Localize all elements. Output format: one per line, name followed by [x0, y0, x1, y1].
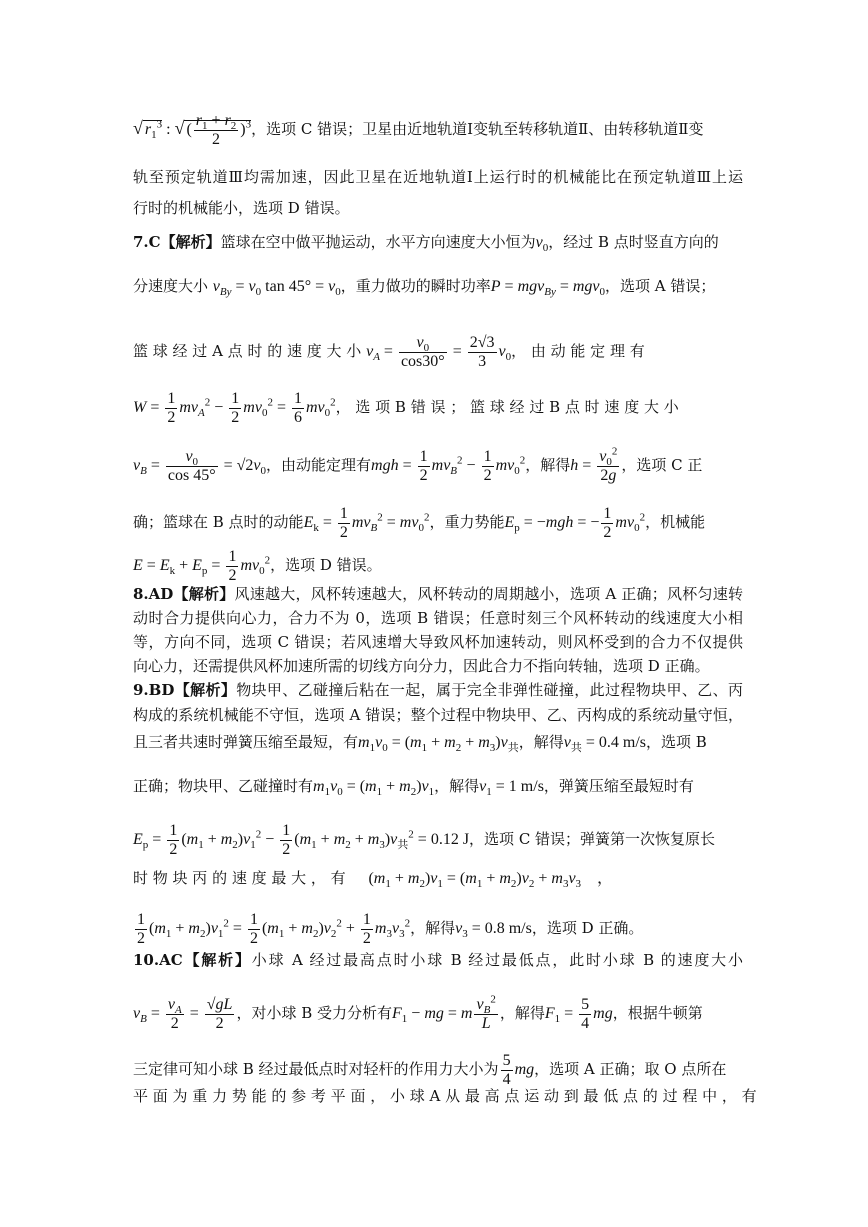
text-line	[133, 276, 743, 297]
text-span: ，解得	[525, 456, 571, 475]
text-line: 构成的系统机械能不守恒，选项 A 错误；整个过程中物块甲、乙、丙构成的系统动量守恒，	[133, 706, 743, 724]
text-line	[133, 911, 743, 948]
text-span: ，弹簧压缩至最短时有	[543, 777, 694, 795]
formula: h = $\frac{v_0^2}{2g}$	[570, 445, 618, 484]
text-span: 确；篮球在 B 点时的动能	[133, 513, 304, 532]
text-line	[133, 868, 743, 889]
value-v3: 0.8 m/s	[484, 920, 532, 938]
text-span: ，机械能	[645, 513, 706, 532]
answer-label: 9.BD【解析】	[133, 681, 237, 699]
text-span: ， 由 动 能 定 理 有	[511, 342, 645, 361]
text-span: ，选项 C 错误；卫星由近地轨道Ⅰ变轨至转移轨道Ⅱ、由转移轨道Ⅱ变	[251, 120, 704, 139]
formula: $F_1$ − mg = m $\frac{v_B^2}{L}$	[392, 993, 496, 1032]
text-line	[133, 390, 743, 427]
formula: $m_1v_0 = (m_1 + m_2)v_1$	[313, 778, 435, 799]
answer-label: 10.AC【解析】	[133, 951, 252, 969]
text-line	[133, 584, 743, 604]
formula-orbit-ratio: √ $r_1^3$ : √ ( $\frac{r_1 + r_2}{2}$ )$^3$	[133, 112, 252, 148]
answer-label: 8.AD【解析】	[133, 585, 235, 603]
text-span: ，重力势能	[429, 513, 505, 532]
text-line	[133, 548, 743, 585]
text-span: 篮球在空中做平抛运动，水平方向速度大小恒为	[220, 233, 536, 251]
text-line	[133, 1052, 743, 1089]
text-span: ，选项 B	[646, 733, 707, 751]
text-line: 动时合力提供向心力，合力不为 0，选项 B 错误；任意时刻三个风杯转动的线速度大小相	[133, 609, 743, 627]
text-line: 等，方向不同，选项 C 错误；若风速增大导致风杯加速转动，则风杯受到的合力不仅提供	[133, 633, 743, 651]
text-line: 轨至预定轨道Ⅲ均需加速，因此卫星在近地轨道Ⅰ上运行时的机械能比在预定轨道Ⅲ上运	[133, 168, 743, 186]
formula: mgh = $\frac{1}{2}$ $mv_B^2$ − $\frac{1}{2}$ $mv_0^2$	[371, 448, 526, 484]
formula-energy: $\frac{1}{2}$ $(m_1 + m_2)v_1^2$ = $\frac{1}{2}$ $(m_1 + m_2)v_2^2$ + $\frac{1}{2}$ $m_3v_3^2$	[137, 911, 411, 947]
text-span: 篮 球 经 过 A 点 时 的 速 度 大 小	[133, 342, 362, 361]
text-span: ，解得	[410, 919, 456, 938]
text-span: 三定律可知小球 B 经过最低点时对轻杆的作用力大小为	[133, 1060, 499, 1079]
text-line	[133, 732, 743, 753]
text-span: ，选项 A 正确；取 O 点所在	[534, 1060, 727, 1079]
text-span: ， 选 项 B 错 误 ； 篮 球 经 过 B 点 时 速 度 大 小	[335, 398, 679, 417]
formula: $v_B$ = $\frac{v_0}{\cos 45^\circ}$ = $√2v_0$	[133, 448, 267, 484]
formula: P = mgv$_{By}$ = mgv$_0$	[490, 278, 606, 299]
text-span: 正确；物块甲、乙碰撞时有	[133, 777, 314, 795]
text-span: ，选项 D 正确。	[531, 919, 644, 938]
text-span: 分速度大小	[133, 277, 209, 295]
formula: $v_{By} = v_0$ $\tan 45^\circ = v_0$	[212, 278, 341, 299]
formula: $\frac{5}{4}$ mg	[502, 1052, 535, 1088]
text-span: 时 物 块 丙 的 速 度 最 大 ， 有	[133, 869, 346, 887]
text-span: ，解得	[434, 777, 480, 795]
answer-label: 7.C【解析】	[133, 233, 221, 251]
text-line: 7.C【解析】篮球在空中做平抛运动，水平方向速度大小恒为$v_0$，经过 B 点时竖直方向的	[133, 233, 719, 255]
value-ep: 0.12 J	[430, 831, 470, 849]
text-span: ，选项 C 错误；弹簧第一次恢复原长	[469, 830, 716, 849]
text-line	[133, 776, 743, 797]
formula: $v_B$ = $\frac{v_A}{2}$ = $\frac{√gL}{2}$	[133, 996, 233, 1032]
text-line: 行时的机械能小，选项 D 错误。	[133, 199, 350, 217]
text-span: ，解得	[499, 1004, 545, 1023]
text-span: 风速越大，风杯转速越大，风杯转动的周期越小，选项 A 正确；风杯匀速转	[234, 585, 743, 603]
text-line	[133, 680, 743, 700]
text-line	[133, 822, 743, 859]
value-v-common: 0.4 m/s	[598, 734, 647, 751]
text-span: ，根据牛顿第	[612, 1004, 703, 1023]
text-span: ，重力做功的瞬时功率	[340, 277, 491, 295]
text-span: 物块甲、乙碰撞后粘在一起，属于完全非弹性碰撞，此过程物块甲、乙、丙	[236, 681, 743, 699]
formula-ep: $E_p$ = $\frac{1}{2}$ $(m_1 + m_2)v_1^2$ − $\frac{1}{2}$ $(m_1 + m_2 + m_3)v_共^2 = 0.12$ J	[133, 822, 470, 858]
text-span: ，由动能定理有	[266, 456, 372, 475]
formula: $v_A$ = $\frac{v_0}{\cos 30^\circ}$ = $\frac{2√3}{3}$ $v_0$	[366, 334, 512, 370]
text-span: 且三者共速时弹簧压缩至最短，有	[133, 733, 359, 751]
text-line	[133, 950, 743, 970]
formula: $(m_1 + m_2)v_1 = (m_1 + m_2)v_2 + m_3v_3$ ，	[368, 870, 614, 891]
text-line: 向心力，还需提供风杯加速所需的切线方向分力，因此合力不指向转轴，选项 D 正确。	[133, 657, 710, 675]
text-span: ，对小球 B 受力分析有	[236, 1004, 392, 1023]
text-span: ，选项 A 错误；	[605, 277, 716, 295]
text-line: 平 面 为 重 力 势 能 的 参 考 平 面 ， 小 球 A 从 最 高 点 运 动 到 最 低 点 的 过 程 中 ， 有	[133, 1087, 757, 1105]
text-line	[133, 112, 743, 149]
formula: $v_3 = 0.8$ m/s	[455, 920, 532, 941]
formula: $m_1v_0 = (m_1 + m_2 + m_3)v_共$	[358, 734, 519, 755]
text-line	[133, 445, 743, 485]
formula: $E = E_k + E_p$ = $\frac{1}{2}$ $mv_0^2$	[133, 548, 271, 584]
text-span: ，经过 B 点时竖直方向的	[548, 233, 719, 251]
formula: $E_p = -mgh$ = − $\frac{1}{2}$ $mv_0^2$	[504, 505, 646, 541]
formula: $v_1 = 1$ m/s	[479, 778, 544, 799]
text-span: ，选项 D 错误。	[270, 556, 382, 575]
value-v1: 1 m/s	[508, 778, 544, 795]
text-line	[133, 334, 743, 371]
formula: $F_1$ = $\frac{5}{4}$ mg	[544, 996, 613, 1032]
formula-work: W = $\frac{1}{2}$ $mv_A^2$ − $\frac{1}{2}$ $mv_0^2$ = $\frac{1}{6}$ $mv_0^2$	[133, 390, 336, 426]
text-span: ，解得	[518, 733, 564, 751]
text-span: 小球 A 经过最高点时小球 B 经过最低点，此时小球 B 的速度大小	[251, 951, 743, 969]
text-line	[133, 505, 743, 542]
text-span: ，选项 C 正	[621, 456, 703, 475]
text-line	[133, 993, 743, 1033]
formula: $E_k$ = $\frac{1}{2}$ $mv_B^2 = mv_0^2$	[303, 505, 430, 541]
formula: $v_共 = 0.4$ m/s	[563, 734, 647, 755]
